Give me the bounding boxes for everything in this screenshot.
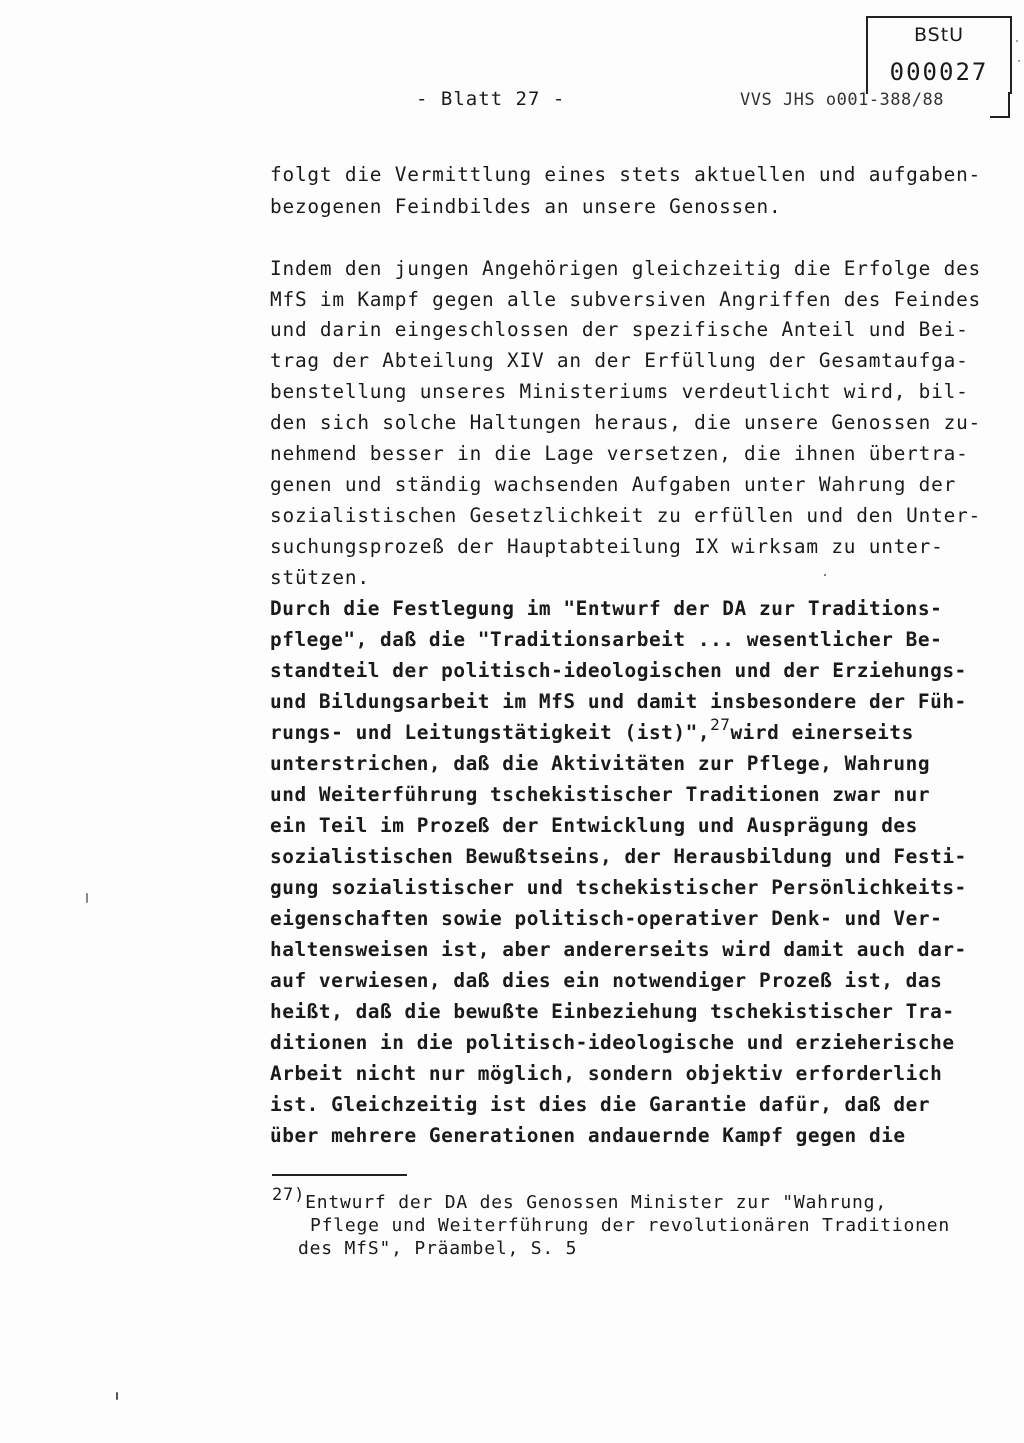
body-line: pflege", daß die "Traditionsarbeit ... wesentlicher Be- [270, 628, 943, 651]
stamp-number: 000027 [889, 58, 989, 86]
page-number-label: - Blatt 27 - [416, 88, 566, 110]
scan-speck [824, 574, 826, 576]
body-line: sozialistischen Gesetzlichkeit zu erfüllen und den Unter- [270, 504, 982, 527]
stamp-organization: BStU [913, 24, 965, 46]
body-line: ditionen in die politisch-ideologische und erzieherische [270, 1031, 955, 1054]
body-line: Durch die Festlegung im "Entwurf der DA zur Traditions- [270, 597, 943, 620]
body-line: ein Teil im Prozeß der Entwicklung und Ausprägung des [270, 814, 918, 837]
body-line: trag der Abteilung XIV an der Erfüllung der Gesamtaufga- [270, 349, 969, 372]
body-line: sozialistischen Bewußtseins, der Herausbildung und Festi- [270, 845, 967, 868]
body-line: unterstrichen, daß die Aktivitäten zur Pflege, Wahrung [270, 752, 931, 775]
body-line: auf verwiesen, daß dies ein notwendiger Prozeß ist, das [270, 969, 943, 992]
footnote-number: 27) [272, 1185, 306, 1205]
archive-stamp [866, 16, 1012, 94]
body-line: Arbeit nicht nur möglich, sondern objektiv erforderlich [270, 1062, 943, 1085]
body-line: stützen. [270, 566, 370, 589]
body-line: eigenschaften sowie politisch-operativer Denk- und Ver- [270, 907, 943, 930]
scan-speck [86, 893, 88, 903]
body-line-continuation: wird einerseits [730, 721, 914, 744]
body-line: nehmend besser in die Lage versetzen, die ihnen übertra- [270, 442, 969, 465]
body-line: benstellung unseres Ministeriums verdeutlicht wird, bil- [270, 380, 969, 403]
body-line: und darin eingeschlossen der spezifische Anteil und Bei- [270, 318, 969, 341]
footnote-text-line: Entwurf der DA des Genossen Minister zur "Wahrung, [305, 1192, 887, 1213]
scan-speck [1018, 60, 1020, 62]
body-line: standteil der politisch-ideologischen und der Erziehungs- [270, 659, 967, 682]
body-line: Indem den jungen Angehörigen gleichzeitig die Erfolge des [270, 257, 982, 280]
body-line: suchungsprozeß der Hauptabteilung IX wirksam zu unter- [270, 535, 944, 558]
footnote-divider [272, 1174, 407, 1176]
document-reference: VVS JHS o001-388/88 [740, 90, 944, 110]
body-line: heißt, daß die bewußte Einbeziehung tschekistischer Tra- [270, 1000, 955, 1023]
body-line: genen und ständig wachsenden Aufgaben unter Wahrung der [270, 473, 957, 496]
body-line: und Bildungsarbeit im MfS und damit insbesondere der Füh- [270, 690, 967, 713]
body-line: MfS im Kampf gegen alle subversiven Angriffen des Feindes [270, 288, 982, 311]
body-line: gung sozialistischer und tschekistischer Persönlichkeits- [270, 876, 967, 899]
body-line: haltensweisen ist, aber andererseits wird damit auch dar- [270, 938, 967, 961]
footnote-text-line: Pflege und Weiterführung der revolutionären Traditionen [310, 1215, 951, 1236]
footnote-text-line: des MfS", Präambel, S. 5 [298, 1238, 578, 1259]
body-line: ist. Gleichzeitig ist dies die Garantie dafür, daß der [270, 1093, 931, 1116]
body-line: bezogenen Feindbildes an unsere Genossen. [270, 195, 782, 218]
body-line-with-reference [270, 715, 914, 746]
body-line: und Weiterführung tschekistischer Traditionen zwar nur [270, 783, 931, 806]
body-line: den sich solche Haltungen heraus, die unsere Genossen zu- [270, 411, 982, 434]
stamp-bracket [990, 92, 1010, 118]
scan-speck [1016, 40, 1018, 42]
footnote-reference-marker: 27 [710, 715, 731, 734]
body-line: folgt die Vermittlung eines stets aktuellen und aufgaben- [270, 163, 982, 186]
footnote-first-line [272, 1185, 887, 1214]
scan-speck [116, 1392, 118, 1400]
body-line: rungs- und Leitungstätigkeit (ist)", [270, 721, 711, 744]
body-line: über mehrere Generationen andauernde Kampf gegen die [270, 1124, 906, 1147]
